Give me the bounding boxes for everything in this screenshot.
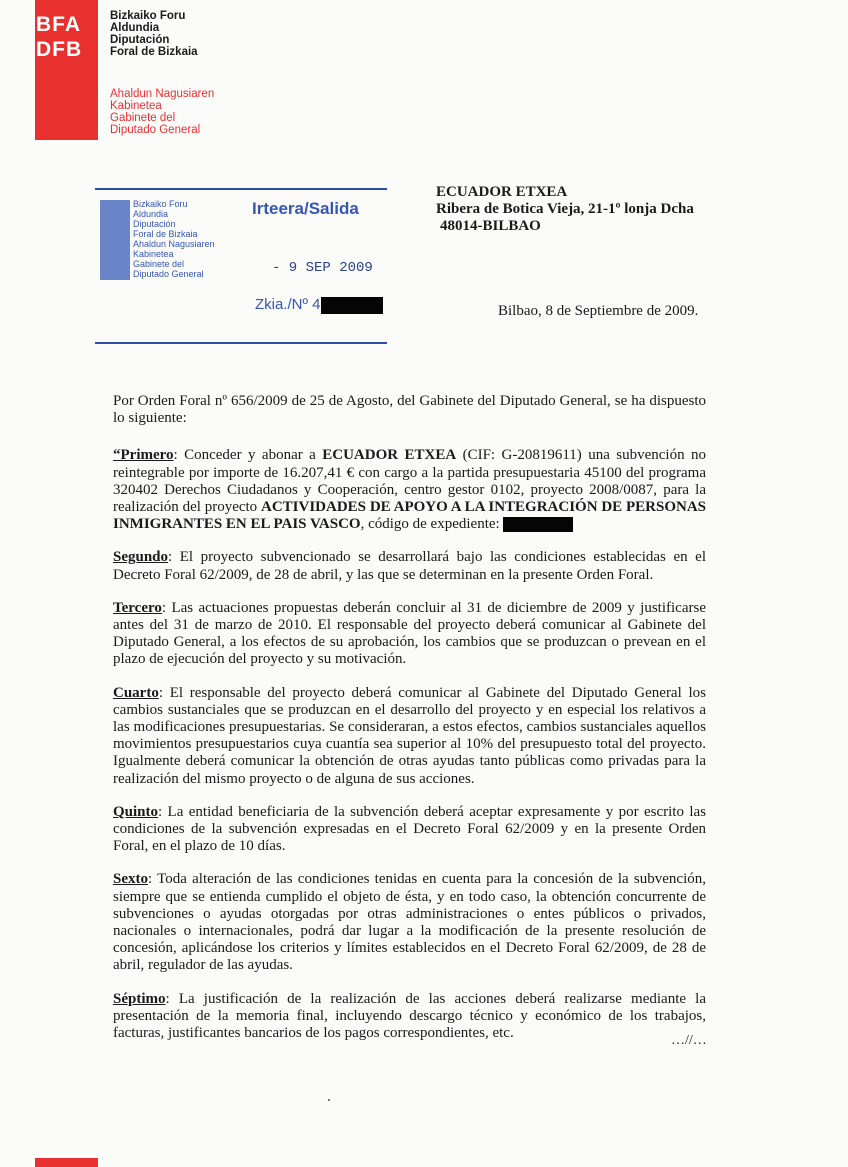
clause-sexto: Sexto: Toda alteración de las condiciones tenidas en cuenta para la concesión de la subvención, siempre que se entienda cumplido el objeto de ésta, y en todo caso, la obtención concurrente de subvenciones o ayudas otorgadas por otras administraciones o entes públicos o privados, nacionales o internacionales, podrá dar lugar a la modificación de la presente resolución de concesión, aplicándose los criterios y límites establecidos en el Decreto Foral 62/2009, de 28 de abril, regulador de las ayudas. [113, 871, 706, 974]
clause-cuarto: Cuarto: El responsable del proyecto deberá comunicar al Gabinete del Diputado General los cambios sustanciales que se produzcan en el desarrollo del proyecto y en especial los relativos a las modificaciones presupuestarias. Se consideraran, a estos efectos, cambios sustanciales aquellos movimientos presupuestarios cuya cuantía sea superior al 10% del presupuesto total del proyecto. Igualmente deberá comunicar la obtención de otras ayudas tanto públicas como privadas para la realización del mismo proyecto o de alguna de sus acciones. [113, 684, 706, 787]
clause-primero: “Primero: Conceder y abonar a ECUADOR ETXEA (CIF: G-20819611) una subvención no reintegrable por importe de 16.207,41 € con cargo a la partida presupuestaria 45100 del programa 320402 Derechos Ciudadanos y Cooperación, centro gestor 0102, proyecto 2008/0087, para la realización del proyecto ACTIVIDADES DE APOYO A LA INTEGRACIÓN DE PERSONAS INMIGRANTES EN EL PAIS VASCO, código de expediente: [113, 447, 707, 533]
recipient-street: Ribera de Botica Vieja, 21-1º lonja Dcha [436, 201, 694, 217]
footer-brand-stripe [35, 1158, 98, 1167]
paper-mark [328, 1099, 330, 1101]
clause-tercero: Tercero: Las actuaciones propuestas deberán concluir al 31 de diciembre de 2009 y justificarse antes del 31 de marzo de 2010. El responsable del proyecto deberá comunicar al Gabinete del Diputado General, a los efectos de su aprobación, los cambios que se produzcan o prevean en el plazo de ejecución del proyecto y su motivación. [113, 599, 706, 668]
stamp-bottom-border [95, 342, 387, 344]
bfa-logo: BFA DFB [36, 13, 83, 61]
recipient-name: ECUADOR ETXEA [436, 184, 568, 200]
intro-paragraph: Por Orden Foral nº 656/2009 de 25 de Agosto, del Gabinete del Diputado General, se ha dispuesto lo siguiente: [113, 393, 706, 427]
page-continuation: …//… [671, 1033, 707, 1048]
recipient-city: 48014-BILBAO [440, 218, 541, 234]
stamp-number: Zkia./Nº 4 [255, 296, 383, 314]
stamp-title: Irteera/Salida [252, 199, 359, 218]
stamp-top-border [95, 188, 387, 190]
recipient-address [436, 184, 694, 235]
stamp-organization: Bizkaiko Foru Aldundia Diputación Foral de Bizkaia Ahaldun Nagusiaren Kabinetea Gabinete del Diputado General [133, 199, 215, 279]
redaction-stamp-number [321, 297, 383, 314]
redaction-expediente [503, 517, 573, 532]
stamp-logo-icon [100, 200, 130, 280]
clause-segundo: Segundo: El proyecto subvencionado se desarrollará bajo las condiciones establecidas en el Decreto Foral 62/2009, de 28 de abril, y las que se determinan en la presente Orden Foral. [113, 549, 706, 583]
cabinet-name: Ahaldun Nagusiaren Kabinetea Gabinete del Diputado General [110, 88, 215, 136]
clause-septimo: Séptimo: La justificación de la realización de las acciones deberá realizarse mediante la presentación de la memoria final, incluyendo descargo técnico y económico de los trabajos, facturas, justificantes bancarios de los pagos correspondientes, etc. [113, 990, 706, 1042]
letter-body [113, 393, 706, 1058]
organization-name: Bizkaiko Foru Aldundia Diputación Foral de Bizkaia [110, 10, 198, 58]
clause-quinto: Quinto: La entidad beneficiaria de la subvención deberá aceptar expresamente y por escrito las condiciones de la subvención expresadas en el Decreto Foral 62/2009 y en la presente Orden Foral, en el plazo de 10 días. [113, 803, 706, 855]
stamp-date: - 9 SEP 2009 [272, 260, 373, 276]
letter-date: Bilbao, 8 de Septiembre de 2009. [498, 303, 699, 319]
